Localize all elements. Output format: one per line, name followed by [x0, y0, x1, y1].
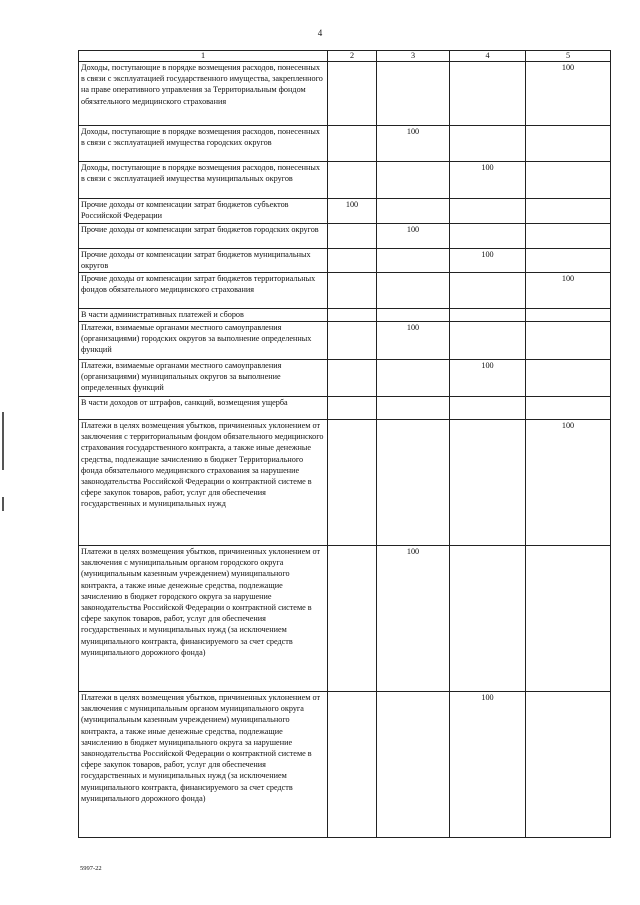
- value-cell: [377, 62, 450, 126]
- row-description: Прочие доходы от компенсации затрат бюджетов городских округов: [79, 224, 328, 249]
- value-cell: 100: [377, 546, 450, 692]
- value-cell: [526, 546, 611, 692]
- column-header: 2: [328, 51, 377, 62]
- value-cell: [328, 360, 377, 397]
- table-row: [79, 273, 611, 309]
- column-header: 1: [79, 51, 328, 62]
- value-cell: [377, 692, 450, 838]
- table-row: [79, 546, 611, 692]
- value-cell: [450, 62, 526, 126]
- value-cell: [450, 546, 526, 692]
- value-cell: [377, 360, 450, 397]
- row-description: Доходы, поступающие в порядке возмещения расходов, понесенных в связи с эксплуатацией государственного имущества, закрепленного на праве оперативного управления за Территориальным фондом обязательного медицинского страхования: [79, 62, 328, 126]
- value-cell: [328, 162, 377, 199]
- table-row: [79, 62, 611, 126]
- scan-artifact-mark: [2, 497, 4, 511]
- section-row: [79, 309, 611, 322]
- table-row: [79, 360, 611, 397]
- value-cell: [450, 126, 526, 162]
- value-cell: [526, 309, 611, 322]
- value-cell: [526, 692, 611, 838]
- value-cell: [377, 249, 450, 273]
- value-cell: 100: [526, 62, 611, 126]
- value-cell: [328, 546, 377, 692]
- table-row: [79, 224, 611, 249]
- value-cell: [450, 224, 526, 249]
- row-description: Прочие доходы от компенсации затрат бюджетов территориальных фондов обязательного медицинского страхования: [79, 273, 328, 309]
- value-cell: [450, 309, 526, 322]
- column-header: 5: [526, 51, 611, 62]
- row-description: Платежи, взимаемые органами местного самоуправления (организациями) муниципальных округов за выполнение определенных функций: [79, 360, 328, 397]
- value-cell: [377, 309, 450, 322]
- row-description: Доходы, поступающие в порядке возмещения расходов, понесенных в связи с эксплуатацией имущества муниципальных округов: [79, 162, 328, 199]
- table-row: [79, 322, 611, 360]
- value-cell: [328, 692, 377, 838]
- row-description: Прочие доходы от компенсации затрат бюджетов муниципальных округов: [79, 249, 328, 273]
- value-cell: [377, 273, 450, 309]
- row-description: Платежи, взимаемые органами местного самоуправления (организациями) городских округов за выполнение определенных функций: [79, 322, 328, 360]
- value-cell: [328, 273, 377, 309]
- value-cell: [377, 420, 450, 546]
- table-row: [79, 249, 611, 273]
- row-description: Платежи в целях возмещения убытков, причиненных уклонением от заключения с муниципальным органом городского округа (муниципальным казенным учреждением) муниципального контракта, а также иные денежные средства, подлежащие зачислению в бюджет городского округа за нарушение законодательства Российской Федерации о контрактной системе в сфере закупок товаров, работ, услуг для обеспечения государственных и муниципальных нужд (за исключением муниципального контракта, финансируемого за счет средств муниципального дорожного фонда): [79, 546, 328, 692]
- value-cell: [450, 397, 526, 420]
- value-cell: [526, 162, 611, 199]
- value-cell: [450, 420, 526, 546]
- value-cell: [526, 126, 611, 162]
- value-cell: [526, 322, 611, 360]
- value-cell: [328, 249, 377, 273]
- column-header: 4: [450, 51, 526, 62]
- row-description: Платежи в целях возмещения убытков, причиненных уклонением от заключения с территориальным фондом обязательного медицинского страхования государственного контракта, а также иные денежные средства, подлежащие зачислению в бюджет Территориального фонда обязательного медицинского страхования за нарушение законодательства Российской Федерации о контрактной системе в сфере закупок товаров, работ, услуг для обеспечения государственных и муниципальных нужд: [79, 420, 328, 546]
- row-description: Прочие доходы от компенсации затрат бюджетов субъектов Российской Федерации: [79, 199, 328, 224]
- value-cell: [328, 126, 377, 162]
- value-cell: 100: [450, 249, 526, 273]
- value-cell: [328, 397, 377, 420]
- value-cell: 100: [377, 224, 450, 249]
- table-row: [79, 126, 611, 162]
- table-header-row: [79, 51, 611, 62]
- table-row: [79, 162, 611, 199]
- section-heading: В части доходов от штрафов, санкций, возмещения ущерба: [79, 397, 328, 420]
- section-row: [79, 397, 611, 420]
- value-cell: [450, 322, 526, 360]
- value-cell: [377, 162, 450, 199]
- table-row: [79, 199, 611, 224]
- page-number: 4: [317, 28, 323, 38]
- value-cell: [328, 309, 377, 322]
- value-cell: [450, 199, 526, 224]
- value-cell: [526, 224, 611, 249]
- value-cell: 100: [450, 360, 526, 397]
- value-cell: [328, 322, 377, 360]
- value-cell: [526, 360, 611, 397]
- value-cell: [526, 397, 611, 420]
- value-cell: 100: [328, 199, 377, 224]
- value-cell: [377, 397, 450, 420]
- table-row: [79, 692, 611, 838]
- value-cell: 100: [450, 692, 526, 838]
- section-heading: В части административных платежей и сборов: [79, 309, 328, 322]
- table-row: [79, 420, 611, 546]
- value-cell: [328, 224, 377, 249]
- value-cell: [526, 249, 611, 273]
- document-code: 5997-22: [80, 865, 102, 872]
- scan-artifact-mark: [2, 412, 4, 470]
- value-cell: 100: [377, 126, 450, 162]
- value-cell: 100: [377, 322, 450, 360]
- value-cell: [526, 199, 611, 224]
- value-cell: [328, 420, 377, 546]
- value-cell: [328, 62, 377, 126]
- value-cell: 100: [526, 420, 611, 546]
- value-cell: [377, 199, 450, 224]
- revenue-distribution-table: [78, 50, 611, 838]
- value-cell: 100: [526, 273, 611, 309]
- column-header: 3: [377, 51, 450, 62]
- row-description: Платежи в целях возмещения убытков, причиненных уклонением от заключения с муниципальным органом муниципального округа (муниципальным казенным учреждением) муниципального контракта, а также иные денежные средства, подлежащие зачислению в бюджет муниципального округа за нарушение законодательства Российской Федерации о контрактной системе в сфере закупок товаров, работ, услуг для обеспечения государственных и муниципальных нужд (за исключением муниципального контракта, финансируемого за счет средств муниципального дорожного фонда): [79, 692, 328, 838]
- value-cell: [450, 273, 526, 309]
- value-cell: 100: [450, 162, 526, 199]
- row-description: Доходы, поступающие в порядке возмещения расходов, понесенных в связи с эксплуатацией имущества городских округов: [79, 126, 328, 162]
